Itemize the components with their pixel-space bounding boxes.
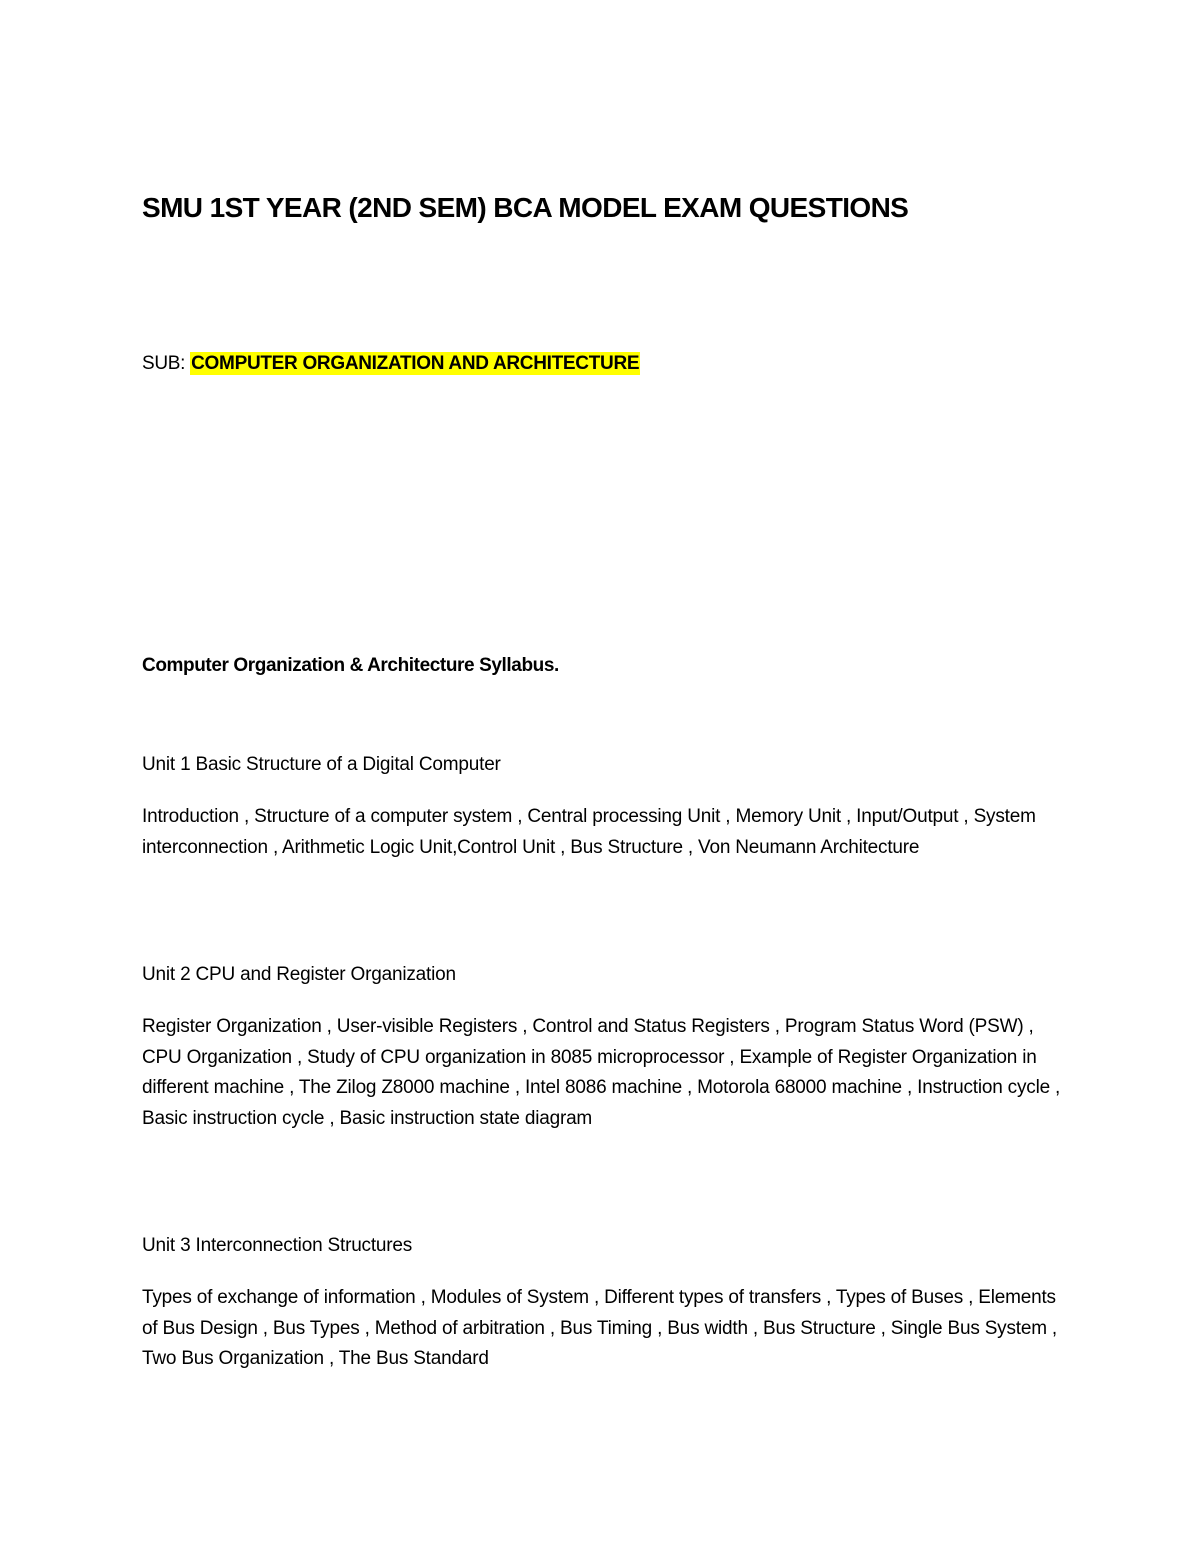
document-title: SMU 1ST YEAR (2ND SEM) BCA MODEL EXAM QUESTIONS — [142, 192, 909, 223]
syllabus-heading: Computer Organization & Architecture Syllabus. — [142, 655, 559, 676]
unit-3-topics: Types of exchange of information , Modules of System , Different types of transfers , Types of Buses , Elements of Bus Design , Bus Types , Method of arbitration , Bus Timing , Bus width , Bus Structure , Single Bus System , Two Bus Organization , The Bus Standard — [142, 1287, 1058, 1369]
subject-name-highlighted: COMPUTER ORGANIZATION AND ARCHITECTURE — [191, 353, 640, 374]
unit-2-topics: Register Organization , User-visible Registers , Control and Status Registers , Program Status Word (PSW) , CPU Organization , Study of CPU organization in 8085 microprocessor , Example of Register Organization in different machine , The Zilog Z8000 machine , Intel 8086 machine , Motorola 68000 machine , Instruction cycle , Basic instruction cycle , Basic instruction state diagram — [142, 1016, 1061, 1129]
unit-3-title: Unit 3 Interconnection Structures — [142, 1235, 413, 1256]
subject-line — [142, 353, 640, 375]
unit-2-title: Unit 2 CPU and Register Organization — [142, 964, 456, 985]
unit-1-title: Unit 1 Basic Structure of a Digital Computer — [142, 754, 501, 775]
subject-prefix: SUB: — [142, 353, 186, 374]
unit-1-topics: Introduction , Structure of a computer system , Central processing Unit , Memory Unit , Input/Output , System interconnection , Arithmetic Logic Unit,Control Unit , Bus Structure , Von Neumann Architecture — [142, 806, 1036, 858]
